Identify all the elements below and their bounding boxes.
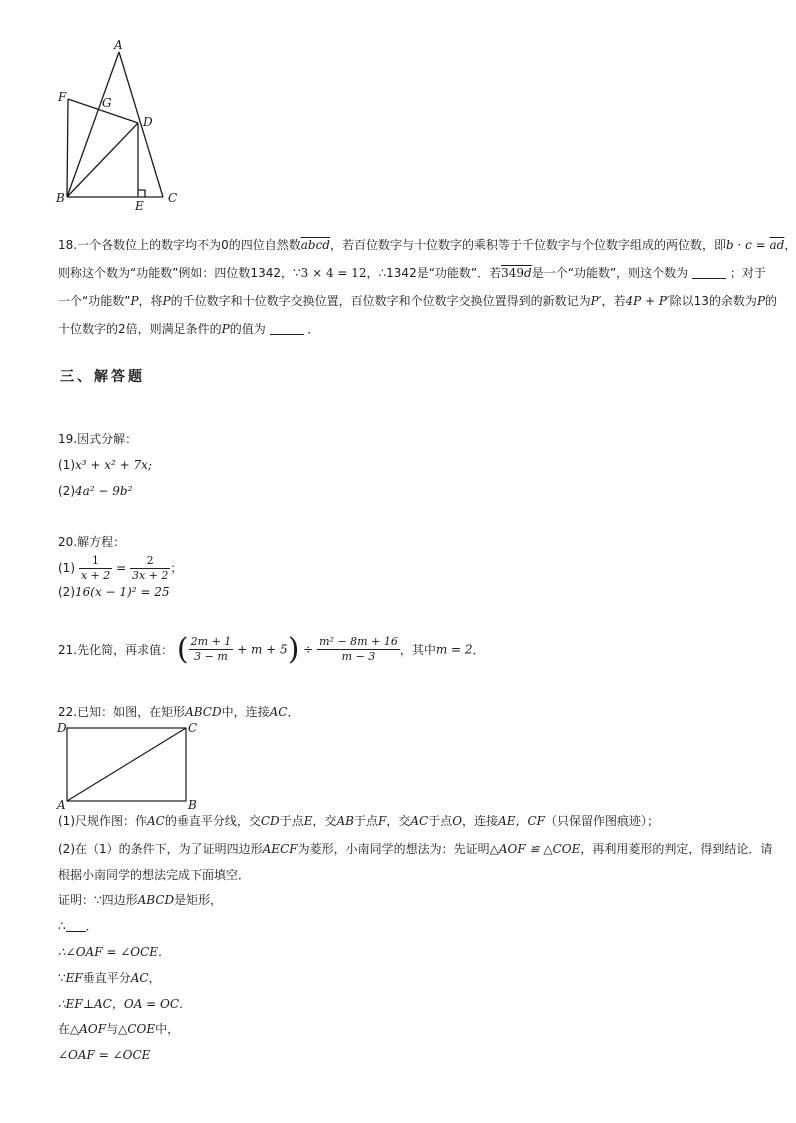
- proof-line-2: ∴ ．: [58, 919, 98, 934]
- q18-text: 的千位数字和十位数字交换位置，百位数字和个位数字交换位置得到的新数记为: [170, 294, 591, 308]
- q22-part-2-cont: 根据小南同学的想法完成下面填空．: [58, 867, 251, 882]
- proof-line-6: 在△AOF与△COE中，: [58, 1022, 180, 1037]
- q18-p: P: [756, 294, 766, 308]
- q18-text: ，若: [601, 294, 626, 308]
- q18-p: P: [130, 294, 139, 308]
- q18-p: P: [162, 294, 171, 308]
- section-heading: 三、解答题: [60, 369, 145, 385]
- rectangle-figure: [54, 720, 204, 812]
- proof-line-5: ∴EF⊥AC，OA = OC．: [58, 996, 192, 1011]
- q18-math: ∵3 × 4 = 12: [292, 266, 367, 280]
- triangle-figure: [50, 35, 190, 215]
- q18-bc: b · c =: [726, 238, 770, 252]
- q18-text: 的: [765, 294, 778, 308]
- q18-text: ，: [784, 238, 796, 252]
- q18-text: 十位数字的2倍，则满足条件的: [58, 322, 222, 336]
- q18-line-1: [58, 231, 796, 259]
- q22-part-2: (2)在（1）的条件下，为了证明四边形AECF为菱形，小南同学的想法为：先证明△AOF ≌ △COE，再利用菱形的判定，得到结论．请: [58, 841, 773, 856]
- q18-number: 18.: [58, 238, 78, 252]
- q18-text: ，将: [138, 294, 163, 308]
- q18-text: ；对于: [729, 266, 766, 280]
- label-e: E: [135, 199, 144, 213]
- q18-p: P: [221, 322, 230, 336]
- q21-text: 21.先化简，再求值：: [58, 643, 174, 657]
- segment-ac: [119, 52, 163, 197]
- right-angle-mark: [138, 190, 145, 197]
- label-c: C: [188, 721, 198, 735]
- q20-part-1: (1) $\frac{1}{x + 2}$ = $\frac{2}{3x + 2}$ ；: [58, 554, 183, 582]
- answer-blank[interactable]: [270, 322, 304, 335]
- label-d: D: [57, 721, 67, 735]
- segment-bd: [67, 123, 138, 197]
- label-b: B: [56, 191, 65, 205]
- q18-line-3: [58, 287, 796, 315]
- label-c: C: [168, 191, 178, 205]
- label-d: D: [143, 115, 153, 129]
- label-g: G: [102, 96, 112, 110]
- q20-part-2: (2)16(x − 1)² = 25: [58, 585, 170, 599]
- q18-abcd: abcd: [300, 238, 330, 252]
- proof-line-1: 证明：∵四边形ABCD是矩形，: [58, 893, 223, 908]
- q19-part-2: (2)4a² − 9b²: [58, 484, 133, 498]
- diagonal-ac: [67, 728, 186, 801]
- q18-ad: $\overline{ad}$: [769, 238, 785, 252]
- answer-blank[interactable]: [66, 919, 86, 932]
- q18-p-prime: P′: [590, 294, 602, 308]
- q18-expr: 4P + P′: [625, 294, 670, 308]
- q18-text: 则称这个数为“功能数”例如：四位数1342，: [58, 266, 293, 280]
- fraction: $\frac{\text{m² − 8m + 16}}{m - 3}$: [319, 635, 398, 663]
- q18-text: 的值为: [229, 322, 266, 336]
- proof-line-4: ∵EF垂直平分AC，: [58, 970, 161, 985]
- question-22-body: [58, 809, 772, 1069]
- segment-ab: [67, 52, 119, 197]
- q20-title: 20.解方程：: [58, 535, 126, 549]
- q19-part-1: (1)x³ + x² + 7x;: [58, 458, 152, 472]
- q22-part-1: (1)尺规作图：作AC的垂直平分线，交CD于点E，交AB于点F，交AC于点O，连接AE，CF（只保留作图痕迹）；: [58, 814, 660, 828]
- question-22-title: 22.已知：如图，在矩形ABCD中，连接AC．: [58, 705, 300, 719]
- q18-text: 一个“功能数”: [58, 294, 131, 308]
- label-f: F: [58, 90, 67, 104]
- fraction: $\frac{2m + 1}{3 - m}$: [190, 635, 232, 663]
- label-a: A: [114, 38, 123, 52]
- q19-title: 19.因式分解：: [58, 432, 138, 446]
- q18-349d: 349d: [501, 266, 532, 280]
- q18-text: ，若百位数字与十位数字的乘积等于千位数字与个位数字组成的两位数，即: [329, 238, 726, 252]
- question-20: [58, 534, 182, 599]
- proof-line-7: ∠OAF = ∠OCE: [58, 1048, 151, 1063]
- q18-text: 除以13的余数为: [669, 294, 757, 308]
- answer-blank[interactable]: [692, 266, 726, 279]
- q18-text: 是一个“功能数”，则这个数为: [531, 266, 689, 280]
- label-b: B: [188, 798, 197, 812]
- q18-text: ．: [307, 322, 320, 336]
- q18-text: ，∴1342是“功能数”．若: [366, 266, 502, 280]
- q18-text: 一个各数位上的数字均不为0的四位自然数: [77, 238, 301, 252]
- question-21: 21.先化简，再求值： ( $\frac{2m + 1}{3 - m}$ + m + 5) ÷ $\frac{\text{m² − 8m + 16}}{m - 3}$ ，其中m = 2．: [58, 632, 485, 667]
- label-a: A: [57, 798, 66, 812]
- question-19: [58, 426, 152, 504]
- fraction: $\frac{2}{3x + 2}$: [131, 554, 169, 582]
- proof-line-3: ∴∠OAF = ∠OCE．: [58, 944, 171, 959]
- fraction: $\frac{1}{x + 2}$: [80, 554, 111, 582]
- question-18: [58, 231, 796, 343]
- segment-fb: [67, 99, 68, 197]
- q18-line-4: [58, 315, 796, 343]
- q18-line-2: [58, 259, 796, 287]
